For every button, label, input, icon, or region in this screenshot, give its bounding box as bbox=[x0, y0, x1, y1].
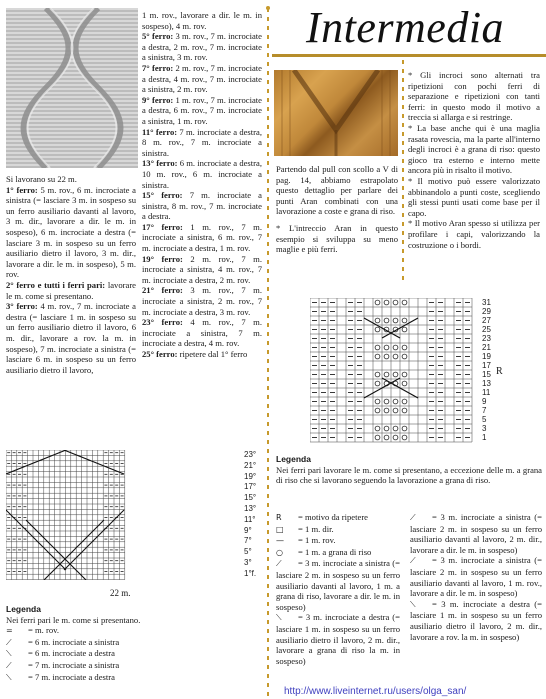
row-number-label: 23 bbox=[482, 334, 491, 343]
row-9: 9° ferro: 1 m. rov., 7 m. incrociate a destra, 6 m. rov., 7 m. incrociate a sinistra, 1 m. rov. bbox=[142, 94, 262, 126]
row-23: 23° ferro: 4 m. rov., 7 m. incrociate a sinistra, 7 m. incrociate a destra, 4 m. rov. bbox=[142, 317, 262, 349]
row-number-label: 17 bbox=[482, 361, 491, 370]
note-4: * Il motivo Aran spesso si utilizza per profilare i capi, valorizzando la costruzione o i bordi. bbox=[408, 218, 540, 250]
row-2: 2° ferro e tutti i ferri pari: lavorare le m. come si presentano. bbox=[6, 279, 136, 301]
row-number-label: 17° bbox=[244, 482, 257, 492]
minus-icon: = bbox=[6, 626, 13, 636]
legend-intro: Nei ferri pari le m. come si presentano. bbox=[6, 614, 141, 625]
row-number-label: 7° bbox=[244, 536, 252, 546]
intro-text: Partendo dal pull con scollo a V di pag. 14, abbiamo estrapolato questo dettaglio per parlare dei punti Aran combinati con una lavorazione a coste e grana di riso. bbox=[276, 164, 398, 217]
legend-item: ⟋ = 6 m. incrociate a sinistra bbox=[6, 636, 120, 647]
chart-left bbox=[6, 450, 264, 600]
legend-item: ⟍ = 7 m. incrociate a destra bbox=[6, 671, 115, 682]
repeat-label: R bbox=[496, 366, 503, 377]
note-3: * Il motivo può essere valorizzato abbinandolo a punti coste, scegliendo gli stessi punti usati come base per il capo. bbox=[408, 175, 540, 218]
knit-swatch-photo bbox=[6, 8, 138, 168]
legend-right-col-a bbox=[276, 512, 400, 666]
instructions-col1 bbox=[6, 174, 136, 375]
legend-left bbox=[6, 604, 262, 683]
row-17: 17° ferro: 1 m. rov., 7 m. incrociate a sinistra, 6 m. rov., 7 m. incrociate a destra, 1 m. rov. bbox=[142, 221, 262, 254]
cross-left-icon: ⟋ bbox=[276, 559, 282, 569]
row-number-label: 1°f. bbox=[244, 568, 257, 578]
row-21: 21° ferro: 3 m. rov., 7 m. incrociate a sinistra, 2 m. rov., 7 m. incrociate a destra, 3 m. rov. bbox=[142, 285, 262, 317]
legend-right bbox=[276, 454, 542, 486]
legend-item: ⟍ = 3 m. incrociate a destra (= lasciare 1 m. in sospeso su un ferro ausiliario dietro il lavoro, 2 m. dir., lavorare a rov. la m. in sospeso) bbox=[410, 598, 542, 642]
dash-icon: — bbox=[276, 536, 284, 546]
row-number-label: 3° bbox=[244, 558, 252, 567]
lead-line: 1 m. rov., lavorare a dir. le m. in sospeso), 4 m. rov. bbox=[142, 10, 262, 31]
legend-heading: Legenda bbox=[276, 454, 311, 464]
row-number-label: 15° bbox=[244, 493, 257, 503]
legend-heading: Legenda bbox=[6, 604, 41, 614]
square-icon: □ bbox=[276, 524, 284, 534]
row-number-label: 9 bbox=[482, 397, 487, 406]
row-number-label: 31 bbox=[482, 298, 491, 307]
cross-right-icon: ⟍ bbox=[276, 613, 282, 623]
row-1: 1° ferro: 5 m. rov., 6 m. incrociate a sinistra (= lasciare 3 m. in sospeso su un ferro ausiliario davanti al lavoro, 3 m. dir., lavorare a dir. le m. in sospeso), 6 m. incrociate a destra (= lasciare 3 m. in sospeso su un ferro ausiliario dietro il lavoro, 3 m. dir., lavorare a dir. le m. in sospeso), 5 m. rov. bbox=[6, 184, 136, 280]
cross-left-icon: ⟋ bbox=[6, 637, 12, 647]
legend-item: R = motivo da ripetere bbox=[276, 512, 368, 522]
row-number-label: 1 bbox=[482, 433, 487, 442]
row-number-label: 13° bbox=[244, 504, 257, 513]
row-number-label: 11 bbox=[482, 388, 491, 397]
legend-item: — = 1 m. rov. bbox=[276, 535, 336, 546]
cross-right-icon: ⟍ bbox=[6, 672, 12, 682]
title-rule bbox=[272, 54, 546, 57]
legend-item: □ = 1 m. dir. bbox=[276, 523, 334, 534]
row-13: 13° ferro: 6 m. incrociate a destra, 10 m. rov., 6 m. incrociate a sinistra. bbox=[142, 158, 262, 190]
legend-item: ⟋ = 3 m. incrociate a sinistra (= lasciare 2 m. in sospeso su un ferro ausiliario davanti al lavoro, 1 m. a grana di riso, lavorare a dir. le m. in sospeso) bbox=[276, 558, 400, 612]
legend-item: ⟋ = 3 m. incrociate a sinistra (= lasciare 2 m. in sospeso su un ferro ausiliario davanti al lavoro, 1 m. rov., lavorare a dir. le m. in sospeso) bbox=[410, 555, 542, 599]
row-number-label: 5° bbox=[244, 547, 252, 557]
row-19: 19° ferro: 2 m. rov., 7 m. incrociate a sinistra, 4 m. rov., 7 m. incrociate a destra, 2 m. rov. bbox=[142, 253, 262, 285]
divider-dot bbox=[266, 6, 270, 10]
cross-left-icon: ⟋ bbox=[410, 513, 416, 522]
legend-item: = = m. rov. bbox=[6, 625, 60, 636]
row-15: 15° ferro: 7 m. incrociate a sinistra, 8 m. rov., 7 m. incrociate a destra. bbox=[142, 190, 262, 222]
legend-item: ⟋ = 7 m. incrociate a sinistra bbox=[6, 659, 120, 670]
note-1: * Gli incroci sono alternati tra ripetizioni con pochi ferri di separazione e ripetizioni con tanti ferri: in questo modo il motivo a treccia si allarga e si restringe. bbox=[408, 70, 540, 123]
note-2: * La base anche qui è una maglia rasata rovescia, ma la parte all'interno degli incroci è a grana di riso: questo gioco tra esterno e interno mette ancora più in risalto il motivo. bbox=[408, 122, 540, 176]
row-number-label: 5 bbox=[482, 415, 487, 424]
cross-left-icon: ⟋ bbox=[6, 660, 12, 670]
instructions-col2 bbox=[142, 10, 262, 360]
row-number-label: 19° bbox=[244, 471, 257, 481]
legend-intro: Nei ferri pari lavorare le m. come si presentano, a eccezione delle m. a grana di riso che si lavorano seguendo la lavorazione a grana di riso. bbox=[276, 464, 542, 486]
row-3: 3° ferro: 4 m. rov., 7 m. incrociate a destra (= lasciare 1 m. in sospeso su un ferro ausiliario dietro il lavoro, 6 m. dir., lavorare a rov. la m. in sospeso), 7 m. incrociate a sinistra (= lasciare 6 m. in sospeso su un ferro ausiliario dietro il lavoro, bbox=[6, 301, 136, 375]
row-number-label: 29 bbox=[482, 307, 491, 316]
row-number-label: 11° bbox=[244, 514, 256, 524]
row-number-label: 13 bbox=[482, 379, 491, 388]
row-number-label: 23° bbox=[244, 450, 257, 459]
width-label: 22 m. bbox=[110, 588, 131, 598]
chart-right bbox=[310, 298, 503, 446]
column-divider-left bbox=[267, 8, 269, 698]
row-number-label: 19 bbox=[482, 352, 491, 361]
legend-right-col-b bbox=[410, 512, 542, 642]
cross-left-icon: ⟋ bbox=[410, 556, 416, 566]
row-5: 5° ferro: 3 m. rov., 7 m. incrociate a destra, 2 m. rov., 7 m. incrociate a sinistra, 3 m. rov. bbox=[142, 31, 262, 63]
cross-right-icon: ⟍ bbox=[6, 649, 12, 659]
page-title: Intermedia bbox=[306, 3, 505, 52]
note-text: * L'intreccio Aran in questo esempio si sviluppa su meno maglie e più ferri. bbox=[276, 222, 398, 255]
chart-left-grid bbox=[6, 450, 242, 580]
repeat-icon: R bbox=[276, 513, 282, 522]
column-divider-right bbox=[402, 60, 404, 280]
cross-right-icon: ⟍ bbox=[410, 599, 416, 609]
row-number-label: 21 bbox=[482, 343, 491, 352]
row-number-label: 3 bbox=[482, 424, 487, 433]
row-25: 25° ferro: ripetere dal 1° ferro bbox=[142, 349, 248, 359]
legend-item: ⟍ = 3 m. incrociate a destra (= lasciare 1 m. in sospeso su un ferro ausiliario dietro il lavoro, 2 m. dir., lavorare a grana di riso la m. in sospeso) bbox=[276, 612, 400, 666]
row-7: 7° ferro: 2 m. rov., 7 m. incrociate a destra, 4 m. rov., 7 m. incrociate a sinistra, 2 m. rov. bbox=[142, 62, 262, 95]
sweater-detail-photo bbox=[274, 70, 398, 156]
watermark-link[interactable]: http://www.liveinternet.ru/users/olga_san/ bbox=[284, 686, 467, 697]
row-number-label: 7 bbox=[482, 406, 487, 415]
row-number-label: 27 bbox=[482, 316, 491, 325]
legend-item: ⟋ = 3 m. incrociate a sinistra (= lasciare 2 m. in sospeso su un ferro ausiliario davanti al lavoro, 2 m. dir., lavorare a dir. le m. in sospeso) bbox=[410, 512, 542, 555]
circle-icon: ○ bbox=[276, 547, 283, 557]
row-number-label: 21° bbox=[244, 460, 257, 470]
notes-col4 bbox=[408, 70, 540, 250]
row-number-label: 25 bbox=[482, 325, 491, 334]
row-11: 11° ferro: 7 m. incrociate a destra, 8 m. rov., 7 m. incrociate a sinistra. bbox=[142, 126, 262, 158]
intro-line: Si lavorano su 22 m. bbox=[6, 174, 77, 184]
chart-right-grid bbox=[310, 298, 485, 444]
legend-item: ○ = 1 m. a grana di riso bbox=[276, 546, 372, 557]
row-number-label: 15 bbox=[482, 370, 491, 379]
legend-item: ⟍ = 6 m. incrociate a destra bbox=[6, 648, 115, 659]
intro-col3 bbox=[276, 164, 398, 255]
row-number-label: 9° bbox=[244, 525, 252, 535]
